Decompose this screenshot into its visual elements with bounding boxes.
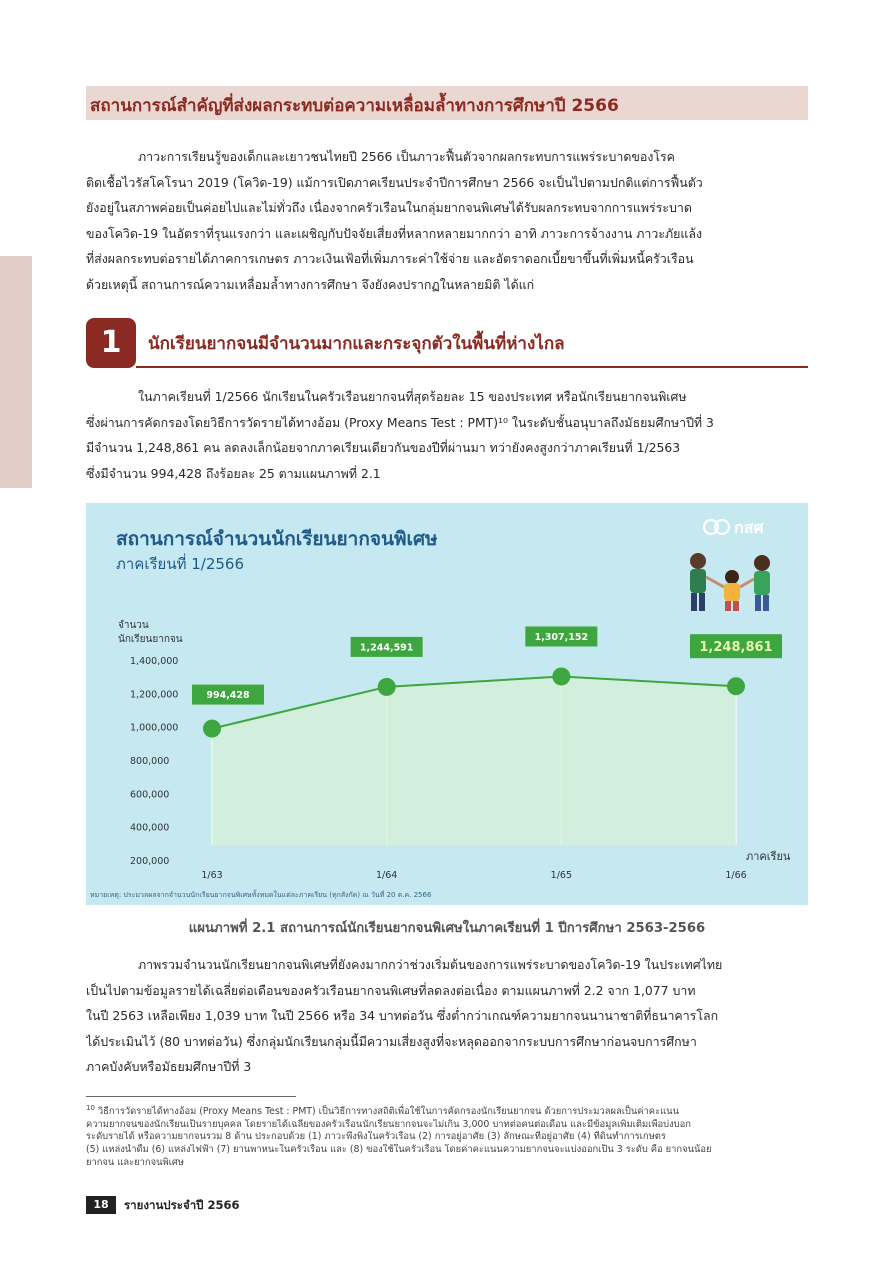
- y-tick-label: 1,200,000: [130, 689, 179, 701]
- data-label-text: 994,428: [206, 690, 250, 702]
- after-paragraph: [86, 952, 808, 1080]
- footnote-line: [86, 1102, 808, 1119]
- chart-subtitle: ภาคเรียนที่ 1/2566: [116, 555, 244, 573]
- footnote: [86, 1102, 808, 1169]
- section-paragraph: [86, 384, 808, 486]
- section-number-badge: 1: [86, 318, 136, 368]
- y-axis-label: นักเรียนยากจน: [118, 634, 183, 645]
- y-tick-label: 800,000: [130, 756, 170, 767]
- data-label: [192, 685, 264, 705]
- x-tick-label: 1/65: [550, 870, 573, 881]
- section-line: ซึ่งผ่านการคัดกรองโดยวิธีการวัดรายได้ทางอ้อม (Proxy Means Test : PMT)¹⁰ ในระดับชั้นอนุบาลถึงมัธยมศึกษาปีที่ 3: [86, 414, 714, 430]
- y-tick-label: 200,000: [130, 856, 170, 867]
- data-point: [378, 678, 396, 696]
- brand-name: กสศ: [734, 518, 764, 537]
- footnote-rule: [86, 1096, 296, 1097]
- chart-note: หมายเหตุ: ประมวลผลจากจำนวนนักเรียนยากจนพิเศษทั้งหมดในแต่ละภาคเรียน (ทุกสังกัด) ณ วันที่ 20 ต.ค. 2566: [90, 891, 432, 899]
- figure-caption: แผนภาพที่ 2.1 สถานการณ์นักเรียนยากจนพิเศษในภาคเรียนที่ 1 ปีการศึกษา 2563-2566: [188, 921, 706, 936]
- footnote-line: ยากจน และยากจนพิเศษ: [86, 1156, 184, 1168]
- footnote-line: ความยากจนของนักเรียนเป็นรายบุคคล โดยรายได้เฉลี่ยของครัวเรือนนักเรียนยากจนจะไม่เกิน 3,000 บาทต่อคนต่อเดือน และมีข้อมูลเพิ่มเติมเพื่อบ่งบอก: [86, 1118, 691, 1130]
- section-line: มีจำนวน 1,248,861 คน ลดลงเล็กน้อยจากภาคเรียนเดียวกันของปีที่ผ่านมา ทว่ายังคงสูงกว่าภาคเรียนที่ 1/2563: [86, 440, 681, 456]
- after-line: ภาพรวมจำนวนนักเรียนยากจนพิเศษที่ยังคงมากกว่าช่วงเริ่มต้นของการแพร่ระบาดของโควิด-19 ในประเทศไทย: [138, 957, 723, 972]
- x-axis: [201, 870, 746, 881]
- page-number: 18: [86, 1196, 116, 1214]
- line-chart: [86, 503, 808, 905]
- data-point: [552, 667, 570, 685]
- area-fill: [212, 676, 736, 845]
- chart-title: สถานการณ์จำนวนนักเรียนยากจนพิเศษ: [116, 528, 438, 550]
- intro-line: ติดเชื้อไวรัสโคโรนา 2019 (โควิด-19) แม้การเปิดภาคเรียนประจำปีการศึกษา 2566 จะเป็นไปตามปกติแต่การฟื้นตัว: [86, 174, 703, 190]
- data-label-text: 1,307,152: [534, 631, 589, 643]
- intro-paragraph: [86, 144, 808, 298]
- x-axis-label: ภาคเรียน: [746, 850, 791, 863]
- section-line: ซึ่งมีจำนวน 994,428 ถึงร้อยละ 25 ตามแผนภาพที่ 2.1: [86, 465, 381, 481]
- y-axis: [130, 656, 178, 867]
- section-line: ในภาคเรียนที่ 1/2566 นักเรียนในครัวเรือนยากจนที่สุดร้อยละ 15 ของประเทศ หรือนักเรียนยากจนพิเศษ: [138, 389, 687, 404]
- footnote-line: ระดับรายได้ หรือความยากจนรวม 8 ด้าน ประกอบด้วย (1) ภาวะพึ่งพิงในครัวเรือน (2) การอยู่อาศัย (3) ลักษณะที่อยู่อาศัย (4) ที่ดินทำการเกษตร: [86, 1131, 666, 1143]
- after-line: เป็นไปตามข้อมูลรายได้เฉลี่ยต่อเดือนของครัวเรือนยากจนพิเศษที่ลดลงต่อเนื่อง ตามแผนภาพที่ 2.2 จาก 1,077 บาท: [86, 982, 696, 998]
- chapter-title-bar: [86, 86, 808, 120]
- data-label: [525, 626, 597, 646]
- y-tick-label: 600,000: [130, 789, 170, 801]
- section-underline: [136, 366, 808, 368]
- footnote-text: วิธีการวัดรายได้ทางอ้อม (Proxy Means Test : PMT) เป็นวิธีการทางสถิติเพื่อใช้ในการคัดกรองนักเรียนยากจน ด้วยการประมวลผลเป็นค่าคะแนน: [97, 1106, 679, 1118]
- after-line: ในปี 2563 เหลือเพียง 1,039 บาท ในปี 2566 หรือ 34 บาทต่อวัน ซึ่งต่ำกว่าเกณฑ์ความยากจนนานาชาติที่ธนาคารโลก: [86, 1008, 719, 1024]
- intro-line: ด้วยเหตุนี้ สถานการณ์ความเหลื่อมล้ำทางการศึกษา จึงยังคงปรากฏในหลายมิติ ได้แก่: [86, 276, 535, 292]
- intro-line: ของโควิด-19 ในอัตราที่รุนแรงกว่า และเผชิญกับปัจจัยเสี่ยงที่หลากหลายมากกว่า อาทิ ภาวะการจ้างงาน ภาวะภัยแล้ง: [86, 225, 703, 241]
- after-line: ภาคบังคับหรือมัธยมศึกษาปีที่ 3: [86, 1059, 252, 1075]
- chapter-title: สถานการณ์สำคัญที่ส่งผลกระทบต่อความเหลื่อมล้ำทางการศึกษาปี 2566: [90, 96, 619, 116]
- data-point: [727, 677, 745, 695]
- children-illustration-icon: [690, 553, 770, 611]
- y-tick-label: 400,000: [130, 822, 170, 834]
- brand-logo: [704, 518, 764, 537]
- section-title: นักเรียนยากจนมีจำนวนมากและกระจุกตัวในพื้นที่ห่างไกล: [148, 334, 565, 354]
- side-tab-marker: [0, 256, 32, 488]
- after-line: ได้ประเมินไว้ (80 บาทต่อวัน) ซึ่งกลุ่มนักเรียนกลุ่มนี้มีความเสี่ยงสูงที่จะหลุดออกจากระบบการศึกษาก่อนจบการศึกษา: [86, 1033, 697, 1049]
- footnote-line: (5) แหล่งน้ำดื่ม (6) แหล่งไฟฟ้า (7) ยานพาหนะในครัวเรือน และ (8) ของใช้ในครัวเรือน โดยค่าคะแนนความยากจนจะแบ่งออกเป็น 3 ระดับ คือ ยากจนน้อย: [86, 1143, 712, 1155]
- x-tick-label: 1/66: [725, 870, 747, 881]
- data-point: [203, 720, 221, 738]
- chart-panel: [86, 503, 808, 905]
- y-axis-label: จำนวน: [118, 620, 149, 631]
- intro-line: ที่ส่งผลกระทบต่อรายได้ภาคการเกษตร ภาวะเงินเฟ้อที่เพิ่มภาระค่าใช้จ่าย และอัตราดอกเบี้ยขาขึ้นที่เพิ่มหนี้ครัวเรือน: [86, 251, 694, 267]
- footer-label: รายงานประจำปี 2566: [124, 1198, 240, 1212]
- y-tick-label: 1,400,000: [130, 656, 179, 667]
- intro-line: ยังอยู่ในสภาพค่อยเป็นค่อยไปและไม่ทั่วถึง เนื่องจากครัวเรือนในกลุ่มยากจนพิเศษได้รับผลกระทบจากการแพร่ระบาด: [86, 200, 692, 216]
- data-label-text: 1,248,861: [699, 640, 773, 656]
- footnote-number: 10: [86, 1104, 95, 1112]
- data-label: [690, 634, 782, 658]
- x-tick-label: 1/63: [201, 870, 223, 881]
- y-tick-label: 1,000,000: [130, 722, 179, 734]
- data-label: [351, 637, 423, 657]
- x-tick-label: 1/64: [375, 870, 398, 881]
- data-label-text: 1,244,591: [359, 642, 414, 654]
- intro-line: ภาวะการเรียนรู้ของเด็กและเยาวชนไทยปี 2566 เป็นภาวะฟื้นตัวจากผลกระทบการแพร่ระบาดของโรค: [138, 149, 675, 164]
